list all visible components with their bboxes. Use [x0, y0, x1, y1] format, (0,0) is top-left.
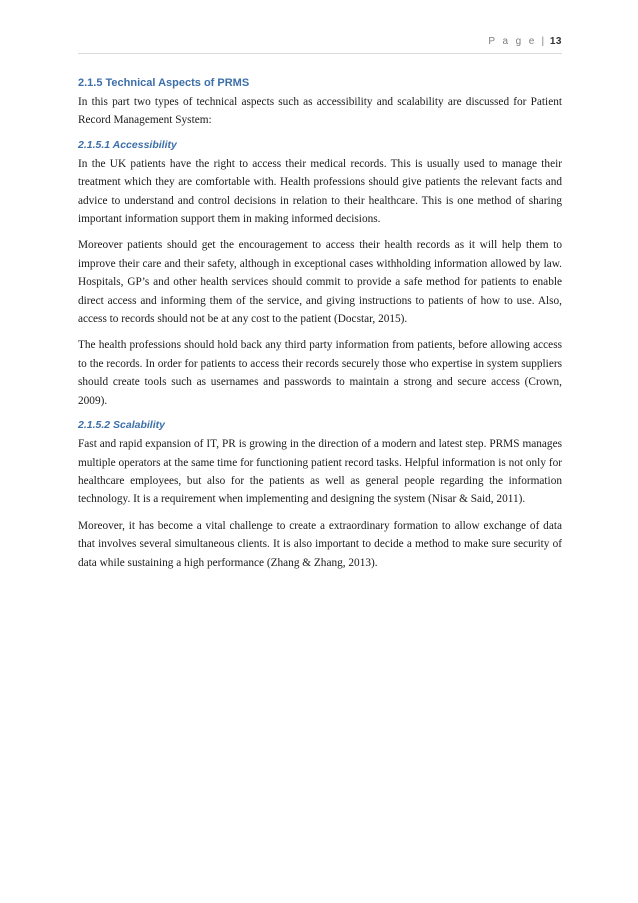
scalability-heading: 2.1.5.2 Scalability — [78, 419, 165, 432]
page-header — [78, 36, 562, 54]
page-label: P a g e — [488, 36, 537, 47]
scalability-paragraph-1: Fast and rapid expansion of IT, PR is growing in the direction of a modern and latest step. PRMS manages multiple operators at the same time for functioning patient record tasks. Helpful information is not only for healthcare employees, but also for the patients as well as general people regarding the information technology. It is a requirement when implementing and designing the system (Nisar & Said, 2011). — [78, 438, 562, 506]
document-body — [78, 76, 562, 580]
accessibility-paragraph-3: The health professions should hold back any third party information from patients, before allowing access to the records. In order for patients to access their records securely those who expertise in system suppliers should create tools such as usernames and passwords to maintain a strong and secure access (Crown, 2009). — [78, 339, 562, 407]
accessibility-heading: 2.1.5.1 Accessibility — [78, 138, 177, 151]
scalability-paragraph-2: Moreover, it has become a vital challenge to create a extraordinary formation to allow exchange of data that involves several simultaneous clients. It is also important to decide a method to make sure security of data while sustaining a high performance (Zhang & Zhang, 2013). — [78, 519, 562, 569]
section-intro: In this part two types of technical aspects such as accessibility and scalability are discussed for Patient Record Management System: — [78, 96, 562, 127]
page-separator: | — [541, 36, 545, 47]
accessibility-paragraph-1: In the UK patients have the right to access their medical records. This is usually used to manage their treatment which they are comfortable with. Health professions should give patients the relevant facts and advice to understand and control decisions in relation to their healthcare. This is one method of sharing important information support them in making informed decisions. — [78, 157, 562, 226]
accessibility-paragraph-2: Moreover patients should get the encouragement to access their health records as it will help them to improve their care and their safety, although in exceptional cases withholding information allowed by law. Hospitals, GP’s and other health services should commit to provide a safe method for patients to enable direct access and informing them of the service, and giving instructions to patients of how to use. Also, access to records should not be at any cost to the patient (Docstar, 2015). — [78, 239, 562, 326]
section-heading: 2.1.5 Technical Aspects of PRMS — [78, 77, 250, 89]
page-number: 13 — [549, 36, 562, 47]
